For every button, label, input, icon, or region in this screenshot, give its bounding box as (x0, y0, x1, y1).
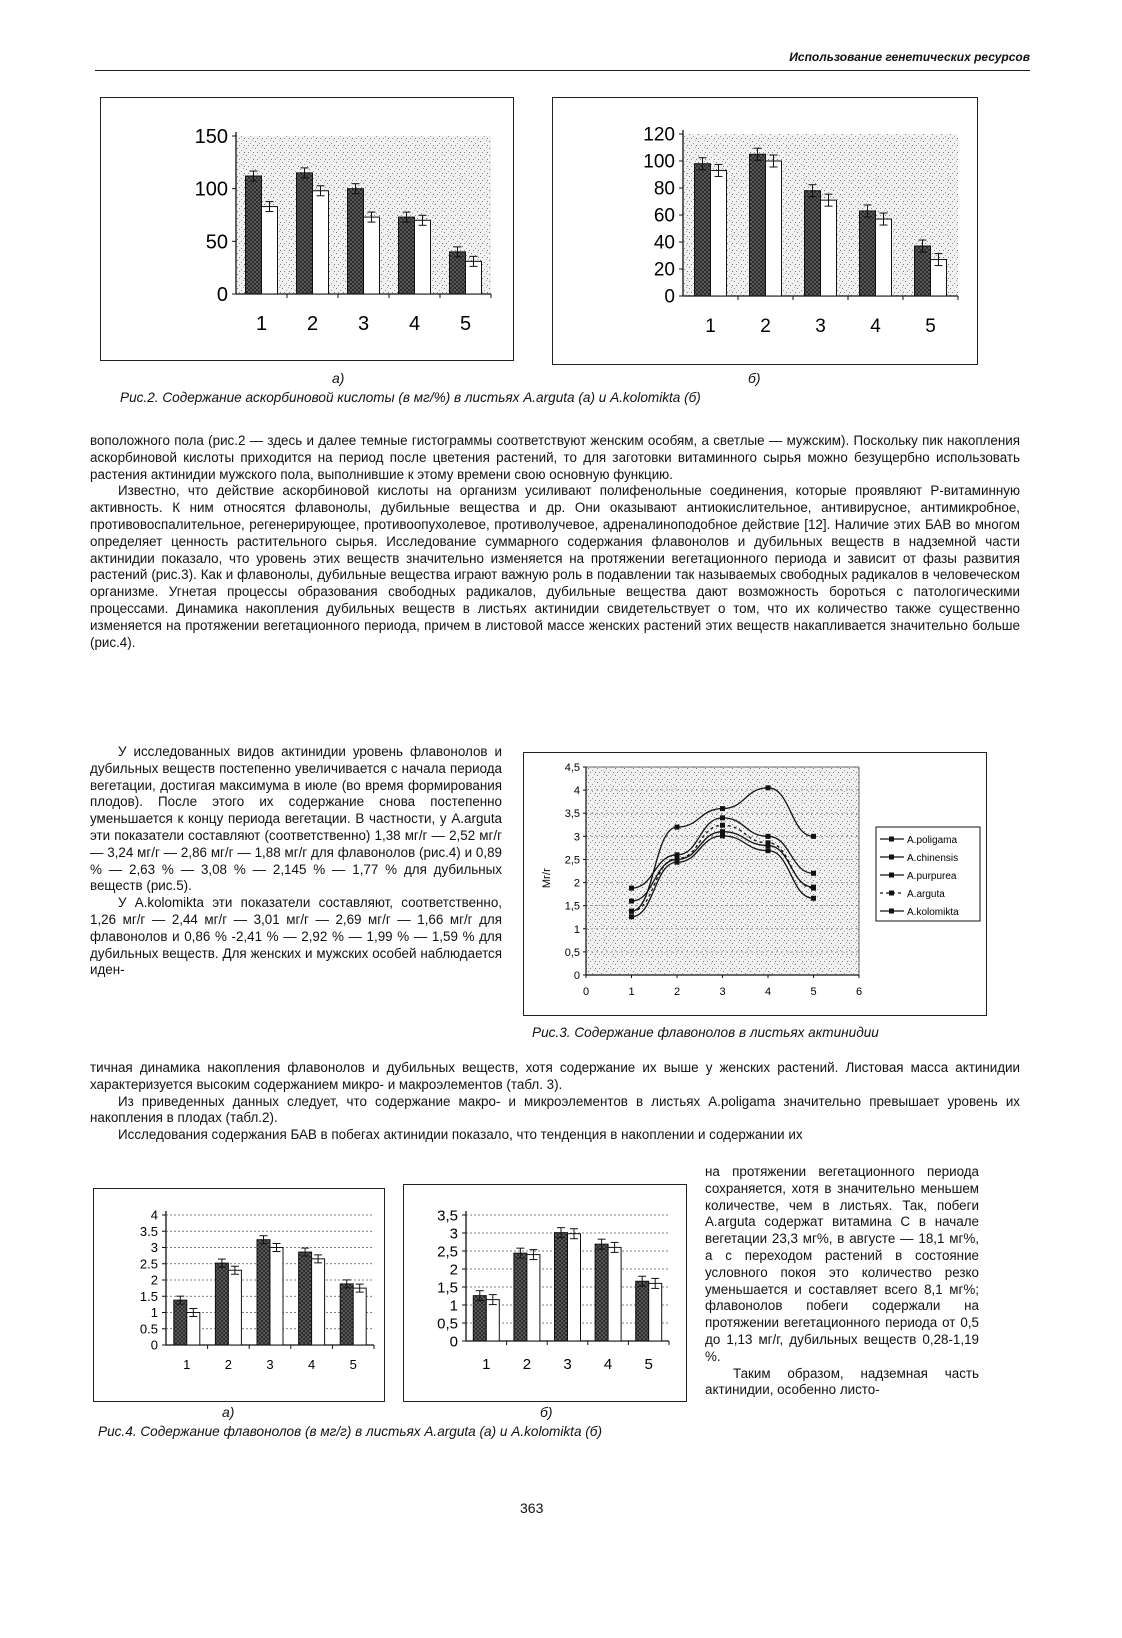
legend-label: A.poligama (907, 835, 958, 846)
bar-male (711, 170, 727, 296)
y-tick-label: 2 (449, 1261, 458, 1279)
y-axis-title: Мг/г (541, 867, 553, 889)
y-tick-label: 1 (150, 1305, 158, 1321)
paragraph-2: Известно, что действие аскорбиновой кислоты на организм усиливают полифенольные соединения, которые проявляют Р-витаминную активность. К ним относятся флавонолы, дубильные вещества и др. Они оказывают антиокислительное, антивирусное, антимикробное, противовоспалительное, регенерирующее, противоопухолевое, противолучевое, адреналиноподобное действие [12]. Наличие этих БАВ во многом определяет ценность растительного сырья. Исследование суммарного содержания флавонолов и дубильных веществ в надземной части актинидии показало, что уровень этих веществ значительно изменяется на протяжении вегетационного периода и зависит от фазы развития растений (рис.3). Как и флавонолы, дубильные вещества играют важную роль в подавлении так называемых свободных радикалов в человеческом организме. Угнетая процессы образования свободных радикалов, дубильные вещества дают возможность бороться с патологическими процессами. Динамика накопления дубильных веществ в листьях актинидии свидетельствует о том, что их количество также существенно изменяется на протяжении вегетационного периода, причем в листовой массе женских растений этих веществ накапливается значительно больше (рис.4). (90, 483, 1020, 650)
bar-female (473, 1296, 486, 1341)
paragraph-7: Таким образом, надземная часть актинидии, особенно листо- (705, 1365, 979, 1398)
x-tick-label: 5 (810, 986, 817, 998)
y-tick-label: 80 (653, 178, 675, 200)
y-tick-label: 3 (449, 1225, 458, 1243)
bar-female (215, 1263, 228, 1345)
y-tick-label: 3 (150, 1240, 158, 1256)
legend-marker (889, 855, 894, 860)
y-tick-label: 4 (573, 785, 580, 798)
y-tick-label: 40 (653, 232, 675, 254)
y-tick-label: 0 (573, 970, 580, 982)
x-tick-label: 0 (582, 986, 590, 998)
bar-male (312, 1259, 325, 1345)
figure-2-caption: Рис.2. Содержание аскорбиновой кислоты (в мг/%) в листьях A.arguta (а) и A.kolomikta (б) (120, 390, 701, 405)
data-point (766, 848, 771, 853)
legend-marker (889, 837, 894, 842)
y-tick-label: 1 (449, 1297, 458, 1315)
y-tick-label: 20 (653, 259, 675, 281)
data-point (629, 914, 634, 919)
y-tick-label: 1,5 (564, 900, 580, 913)
data-point (720, 806, 725, 811)
bar-female (340, 1284, 353, 1345)
bar-female (805, 191, 821, 296)
paragraph-5: Из приведенных данных следует, что содержание макро- и микроэлементов в листьях A.poligama значительно превышает уровень их накопления в плодах (табл.2). (90, 1093, 1020, 1126)
y-tick-label: 150 (194, 126, 228, 148)
data-point (675, 825, 680, 830)
bar-male (415, 220, 431, 294)
y-tick-label: 100 (643, 151, 675, 173)
bar-female (299, 1252, 312, 1345)
x-tick-label: 6 (855, 986, 863, 998)
running-header (95, 50, 1030, 71)
legend-label: A.kolomikta (907, 907, 959, 918)
figure-2b-box (552, 97, 978, 365)
bar-male (187, 1313, 200, 1346)
bar-male (568, 1234, 581, 1341)
paragraph-1: воположного пола (рис.2 — здесь и далее темные гистограммы соответствуют женским особям, а светлые — мужским). Поскольку пик накопления аскорбиновой кислоты приходится на период после цветения растений, то для заготовки витаминного сырья можно безущербно использовать растения актинидии мужского пола, выполнившие к этому времени свою основную функцию. (90, 433, 1020, 482)
bar-female (514, 1253, 527, 1341)
x-tick-label: 1 (705, 316, 716, 337)
legend-marker (889, 909, 894, 914)
x-tick-label: 5 (644, 1356, 653, 1373)
figure-4a-chart (94, 1189, 384, 1401)
bar-male (527, 1255, 540, 1341)
y-tick-label: 4,5 (564, 762, 580, 774)
y-tick-label: 0 (216, 284, 228, 306)
x-tick-label: 2 (224, 1357, 233, 1372)
body-text-right (705, 1164, 979, 1399)
paragraph-4a: У A.kolomikta эти показатели составляют, соответственно, 1,26 мг/г — 2,44 мг/г — 3,01 мг/г — 2,69 мг/г — 1,66 мг/г для флавонолов и 0,86 % -2,41 % — 2,92 % — 1,99 % — 1,59 % для дубильных веществ. Для женских и мужских особей наблюдается иден- (90, 895, 502, 978)
y-tick-label: 3,5 (564, 808, 580, 821)
bar-male (766, 161, 782, 296)
bar-female (399, 217, 415, 294)
paragraph-6b: на протяжении вегетационного периода сохраняется, хотя в значительно меньшем количестве, чем в листьях. Так, побеги A.arguta содержат витамина С в начале вегетации 23,3 мг%, в августе — 18,1 мг%, а с переходом растений в состояние условного покоя это количество резко уменьшается и составляет всего 8,1 мг%; флавонолов побеги содержали на протяжении вегетационного периода от 0,5 до 1,13 мг/г, дубильных веществ 0,28-1,19 %. (705, 1164, 979, 1364)
legend-marker (889, 891, 894, 896)
x-tick-label: 4 (870, 316, 881, 337)
bar-male (608, 1247, 621, 1341)
bar-female (860, 211, 876, 296)
figure-3-box (523, 752, 987, 1016)
x-tick-label: 3 (563, 1356, 572, 1373)
y-tick-label: 0 (664, 286, 675, 308)
bar-female (915, 246, 931, 296)
x-tick-label: 3 (266, 1357, 274, 1372)
legend-marker (889, 873, 894, 878)
data-point (766, 840, 771, 845)
y-tick-label: 2 (573, 877, 580, 890)
figure-2a-label: а) (332, 370, 345, 386)
bar-male (876, 219, 892, 296)
figure-4b-box (403, 1184, 687, 1402)
bar-male (364, 217, 380, 294)
x-tick-label: 1 (482, 1356, 491, 1373)
x-tick-label: 5 (459, 313, 472, 335)
figure-4b-label: б) (540, 1404, 553, 1420)
y-tick-label: 0 (449, 1333, 458, 1351)
y-tick-label: 2,5 (437, 1243, 458, 1261)
x-tick-label: 2 (673, 986, 681, 998)
data-point (811, 834, 816, 839)
bar-female (450, 252, 466, 294)
legend-label: A.arguta (907, 889, 945, 900)
legend-label: A.chinensis (907, 853, 959, 864)
x-tick-label: 4 (764, 986, 772, 998)
x-tick-label: 4 (307, 1357, 316, 1372)
bar-female (695, 164, 711, 296)
x-tick-label: 5 (349, 1357, 357, 1372)
bar-female (555, 1233, 568, 1341)
y-tick-label: 1.5 (139, 1288, 158, 1304)
x-tick-label: 5 (925, 316, 936, 337)
x-tick-label: 2 (306, 313, 319, 335)
bar-female (348, 189, 364, 294)
body-text-top (90, 433, 1020, 651)
data-point (720, 815, 725, 820)
y-tick-label: 50 (205, 231, 228, 254)
y-tick-label: 1 (573, 923, 580, 936)
page-number: 363 (520, 1500, 544, 1516)
bar-male (262, 207, 278, 294)
bar-female (246, 176, 262, 294)
y-tick-label: 3 (573, 831, 580, 844)
paragraph-6a: Исследования содержания БАВ в побегах актинидии показало, что тенденция в накоплении и содержании их (118, 1127, 803, 1143)
y-tick-label: 0,5 (437, 1315, 458, 1333)
figure-2b-label: б) (748, 370, 761, 386)
figure-2a-box (100, 97, 514, 361)
bar-female (174, 1300, 187, 1345)
data-point (811, 896, 816, 901)
bar-male (313, 191, 329, 294)
data-point (811, 886, 816, 891)
bar-male (821, 200, 837, 296)
x-tick-label: 2 (760, 316, 771, 337)
plot-area (586, 767, 859, 975)
body-text-left (90, 744, 502, 979)
data-point (720, 823, 725, 828)
y-tick-label: 120 (643, 124, 675, 146)
bar-male (353, 1288, 366, 1345)
figure-4b-chart (404, 1185, 686, 1401)
y-tick-label: 4 (150, 1207, 158, 1223)
bar-male (486, 1300, 499, 1341)
figure-2a-chart (101, 98, 513, 360)
bar-male (228, 1270, 241, 1345)
bar-female (595, 1244, 608, 1341)
figure-3-caption: Рис.3. Содержание флавонолов в листьях актинидии (532, 1025, 879, 1040)
y-tick-label: 2.5 (139, 1256, 158, 1272)
x-tick-label: 3 (357, 313, 370, 335)
paragraph-4b: тичная динамика накопления флавонолов и дубильных веществ, хотя содержание их выше у женских растений. Листовая масса актинидии характеризуется высоким содержанием микро- и макроэлементов (табл. 3). (90, 1060, 1020, 1092)
paragraph-3: У исследованных видов актинидии уровень флавонолов и дубильных веществ постепенно увеличивается с начала периода вегетации, достигая максимума в июле (во время формирования плодов). После этого их содержание снова постепенно уменьшается к концу периода вегетации. В частности, у A.arguta эти показатели составляют (соответственно) 1,38 мг/г — 2,52 мг/г — 3,24 мг/г — 2,86 мг/г — 1,88 мг/г для флавонолов (рис.4) и 0,89 % — 2,63 % — 3,08 % — 2,145 % — 1,77 % для дубильных веществ (рис.5). (90, 744, 502, 894)
y-tick-label: 0.5 (139, 1321, 158, 1337)
data-point (811, 871, 816, 876)
data-point (766, 834, 771, 839)
x-tick-label: 2 (522, 1356, 532, 1373)
data-point (675, 860, 680, 865)
y-tick-label: 3.5 (139, 1223, 158, 1239)
x-tick-label: 3 (815, 316, 826, 337)
bar-female (257, 1240, 270, 1345)
data-point (629, 886, 634, 891)
x-tick-label: 4 (603, 1356, 613, 1373)
figure-4a-label: а) (222, 1404, 235, 1420)
y-tick-label: 0,5 (564, 946, 580, 959)
data-point (766, 785, 771, 790)
x-tick-label: 3 (719, 986, 726, 998)
x-tick-label: 1 (255, 313, 268, 335)
y-tick-label: 1,5 (437, 1279, 458, 1297)
figure-4-caption: Рис.4. Содержание флавонолов (в мг/г) в листьях A.arguta (а) и A.kolomikta (б) (98, 1424, 602, 1439)
x-tick-label: 4 (408, 313, 421, 335)
y-tick-label: 0 (150, 1337, 158, 1353)
data-point (629, 899, 634, 904)
data-point (629, 909, 634, 914)
figure-3-chart (524, 753, 986, 1015)
x-tick-label: 1 (183, 1357, 191, 1372)
legend-label: A.purpurea (907, 871, 957, 882)
y-tick-label: 100 (194, 178, 228, 201)
figure-2b-chart (553, 98, 977, 364)
bar-female (297, 173, 313, 294)
y-tick-label: 3,5 (437, 1207, 458, 1225)
bar-female (636, 1281, 649, 1341)
y-tick-label: 2 (150, 1272, 158, 1288)
figure-4a-box (93, 1188, 385, 1402)
y-tick-label: 2,5 (564, 854, 580, 867)
bar-male (270, 1248, 283, 1346)
y-tick-label: 60 (653, 205, 675, 227)
running-header-title: Использование генетических ресурсов (789, 50, 1030, 64)
bar-male (649, 1283, 662, 1341)
body-text-middle (90, 1060, 1020, 1144)
data-point (720, 833, 725, 838)
bar-female (750, 154, 766, 296)
x-tick-label: 1 (628, 986, 635, 998)
